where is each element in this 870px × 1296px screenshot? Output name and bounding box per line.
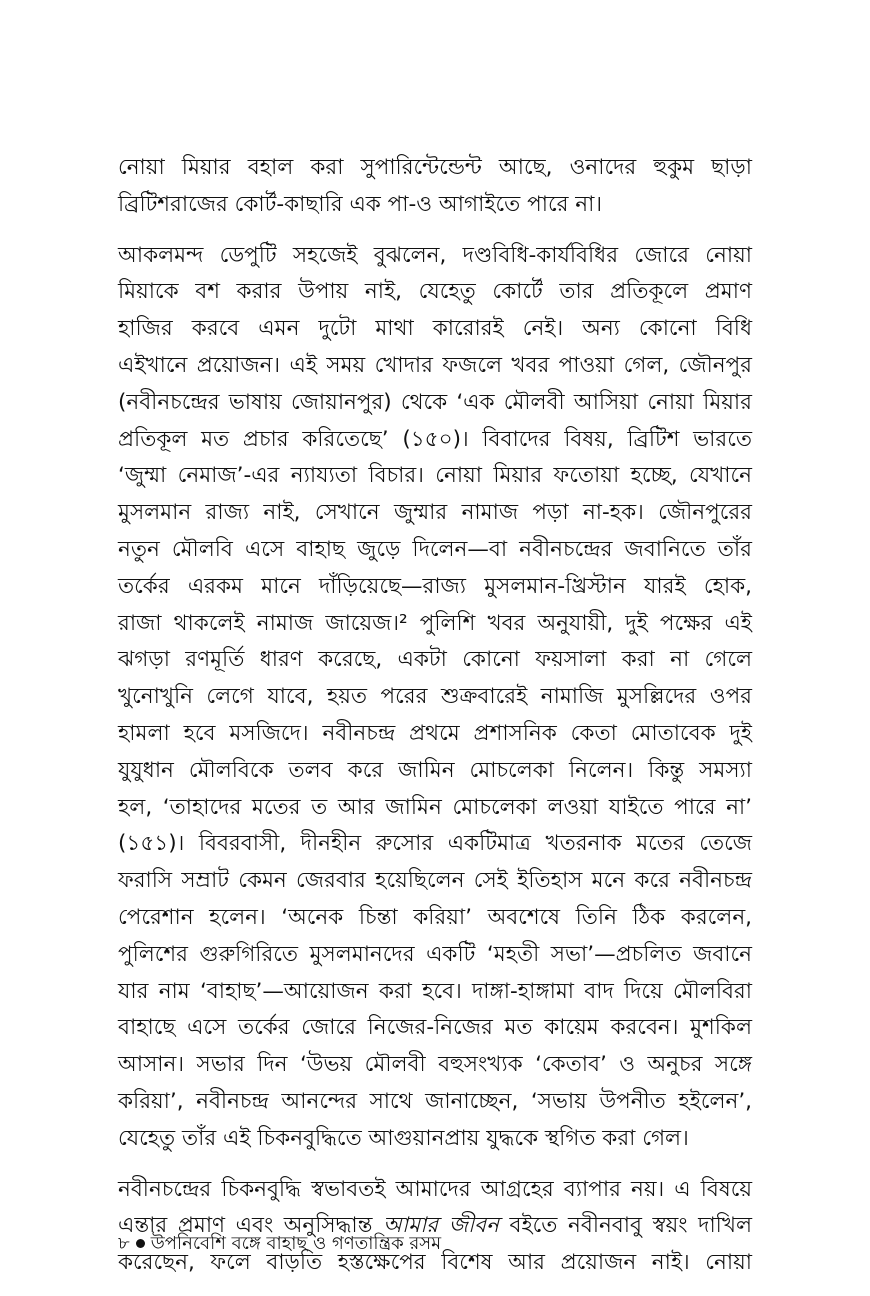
running-title: উপনিবেশি বঙ্গে বাহাছ ও গণতান্ত্রিক রসম — [150, 1233, 442, 1254]
text-segment: বইতে নবীনবাবু স্বয়ং দাখিল — [509, 1213, 752, 1239]
text-line: বাহাছে এসে তর্কের জোরে নিজের-নিজের মত কায়েম করবেন। মুশকিল — [118, 1015, 752, 1041]
page-body — [118, 150, 752, 1296]
text-line: (নবীনচন্দ্রের ভাষায় জোয়ানপুর) থেকে ‘এক মৌলবী আসিয়া নোয়া মিয়ার — [118, 389, 752, 415]
paragraph-3 — [118, 1172, 752, 1282]
paragraph-2 — [118, 238, 752, 1158]
text-line: আসান। সভার দিন ‘উভয় মৌলবী বহুসংখ্যক ‘কেতাব’ ও অনুচর সঙ্গে — [118, 1052, 752, 1078]
text-line: মিয়াকে বশ করার উপায় নাই, যেহেতু কোর্টে তার প্রতিকূলে প্রমাণ — [118, 279, 752, 305]
text-line: প্রতিকূল মত প্রচার করিতেছে’ (১৫০)। বিবাদের বিষয়, ব্রিটিশ ভারতে — [118, 426, 752, 452]
text-line: নোয়া মিয়ার বহাল করা সুপারিন্টেন্ডেন্ট আছে, ওনাদের হুকুম ছাড়া — [118, 155, 752, 180]
text-line: যার নাম ‘বাহাছ’—আয়োজন করা হবে। দাঙ্গা-হাঙ্গামা বাদ দিয়ে মৌলবিরা — [118, 978, 752, 1004]
text-line: ‘জুম্মা নেমাজ’-এর ন্যায্যতা বিচার। নোয়া মিয়ার ফতোয়া হচ্ছে, যেখানে — [118, 463, 752, 489]
text-line: আকলমন্দ ডেপুটি সহজেই বুঝলেন, দণ্ডবিধি-কার্যবিধির জোরে নোয়া — [118, 242, 752, 268]
text-line: ঝগড়া রণমূর্তি ধারণ করেছে, একটা কোনো ফয়সালা করা না গেলে — [118, 647, 752, 673]
text-line: রাজা থাকলেই নামাজ জায়েজ।² পুলিশি খবর অনুযায়ী, দুই পক্ষের এই — [118, 610, 752, 636]
text-line: মুসলমান রাজ্য নাই, সেখানে জুম্মার নামাজ পড়া না-হক। জৌনপুরের — [118, 500, 752, 526]
text-segment: এন্তার প্রমাণ এবং অনুসিদ্ধান্ত — [118, 1213, 373, 1239]
page-number: ৮ — [118, 1233, 130, 1254]
text-line: পুলিশের গুরুগিরিতে মুসলমানদের একটি ‘মহতী সভা’—প্রচলিত জবানে — [118, 941, 752, 967]
text-line: হাজির করবে এমন দুটো মাথা কারোরই নেই। অন্য কোনো বিধি — [118, 316, 752, 342]
text-line: (১৫১)। বিবরবাসী, দীনহীন রুসোর একটিমাত্র খতরনাক মতের তেজে — [118, 831, 752, 857]
text-line: ফরাসি সম্রাট কেমন জেরবার হয়েছিলেন সেই ইতিহাস মনে করে নবীনচন্দ্র — [118, 868, 752, 894]
text-line: নবীনচন্দ্রের চিকনবুদ্ধি স্বভাবতই আমাদের আগ্রহের ব্যাপার নয়। এ বিষয়ে — [118, 1176, 752, 1202]
text-line: নতুন মৌলবি এসে বাহাছ জুড়ে দিলেন—বা নবীনচন্দ্রের জবানিতে তাঁর — [118, 536, 752, 562]
page-footer — [118, 1232, 441, 1256]
paragraph-1 — [118, 150, 752, 224]
bullet-icon — [136, 1239, 145, 1248]
text-line: তর্কের এরকম মানে দাঁড়িয়েছে—রাজ্য মুসলমান-খ্রিস্টান যারই হোক, — [118, 573, 752, 599]
text-line: খুনোখুনি লেগে যাবে, হয়ত পরের শুক্রবারেই নামাজি মুসল্লিদের ওপর — [118, 684, 752, 710]
text-line: পেরেশান হলেন। ‘অনেক চিন্তা করিয়া’ অবশেষে তিনি ঠিক করলেন, — [118, 904, 752, 930]
text-line: করেছেন, ফলে বাড়তি হস্তক্ষেপের বিশেষ আর প্রয়োজন নাই। নোয়া — [118, 1250, 752, 1276]
text-line: করিয়া’, নবীনচন্দ্র আনন্দের সাথে জানাচ্ছেন, ‘সভায় উপনীত হইলেন’, — [118, 1088, 752, 1114]
book-title: আমার জীবন — [383, 1213, 499, 1239]
text-line: যেহেতু তাঁর এই চিকনবুদ্ধিতে আগুয়ানপ্রায় যুদ্ধকে স্থগিত করা গেল। — [118, 1125, 689, 1151]
text-line: হামলা হবে মসজিদে। নবীনচন্দ্র প্রথমে প্রশাসনিক কেতা মোতাবেক দুই — [118, 720, 752, 746]
text-line: এইখানে প্রয়োজন। এই সময় খোদার ফজলে খবর পাওয়া গেল, জৌনপুর — [118, 352, 752, 378]
text-line: হল, ‘তাহাদের মতের ত আর জামিন মোচলেকা লওয়া যাইতে পারে না’ — [118, 794, 752, 820]
text-line: ব্রিটিশরাজের কোর্ট-কাছারি এক পা-ও আগাইতে পারে না। — [118, 191, 603, 217]
text-line: যুযুধান মৌলবিকে তলব করে জামিন মোচলেকা নিলেন। কিন্তু সমস্যা — [118, 757, 752, 783]
